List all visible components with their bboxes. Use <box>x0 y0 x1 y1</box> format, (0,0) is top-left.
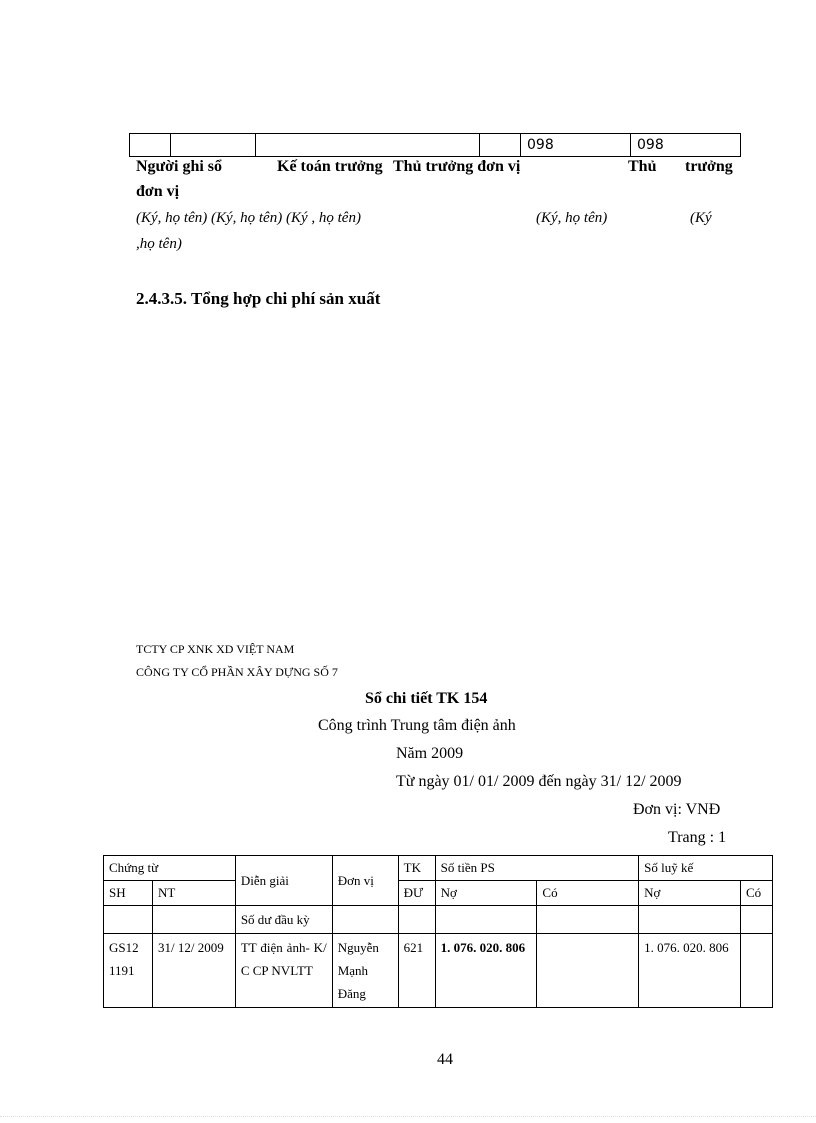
cell-nt: 31/ 12/ 2009 <box>152 934 235 1008</box>
report-year: Năm 2009 <box>396 745 464 762</box>
company-line-1: TCTY CP XNK XD VIỆT NAM <box>136 642 295 656</box>
page-number: 44 <box>437 1051 453 1068</box>
cell-don-vi: Nguyễn Mạnh Đăng <box>332 934 398 1008</box>
signature-ky-ho-ten: (Ký, họ tên) <box>536 210 608 226</box>
header-no: Nợ <box>435 881 537 906</box>
table-cell: 098 <box>631 134 741 157</box>
table-cell <box>537 906 639 934</box>
cell-tk: 621 <box>398 934 435 1008</box>
top-table <box>129 133 741 157</box>
report-period: Từ ngày 01/ 01/ 2009 đến ngày 31/ 12/ 2009 <box>396 773 682 790</box>
signature-truong: trưởng <box>685 158 733 175</box>
header-don-vi: Đơn vị <box>332 856 398 906</box>
table-cell: 098 <box>521 134 631 157</box>
table-cell <box>435 906 537 934</box>
table-cell <box>171 134 256 157</box>
table-row <box>104 906 773 934</box>
table-cell <box>398 906 435 934</box>
table-cell <box>152 906 235 934</box>
report-page: Trang : 1 <box>668 829 727 846</box>
report-project: Công trình Trung tâm điện ảnh <box>318 717 516 734</box>
header-dien-giai: Diễn giải <box>235 856 332 906</box>
table-cell <box>480 134 521 157</box>
cell-luy-ke-co <box>740 934 772 1008</box>
header-so-luy-ke: Số luỹ kế <box>639 856 773 881</box>
report-title: Sổ chi tiết TK 154 <box>365 690 488 707</box>
header-tk: TK <box>398 856 435 881</box>
ledger-table <box>103 855 773 1008</box>
signature-thu-truong: Thủ trưởng đơn vị <box>393 158 521 175</box>
header-co: Có <box>537 881 639 906</box>
signature-ho-ten: ,họ tên) <box>136 236 182 252</box>
cell-sh: GS12 1191 <box>104 934 153 1008</box>
header-co-luy-ke: Có <box>740 881 772 906</box>
report-unit: Đơn vị: VNĐ <box>633 801 721 818</box>
header-du: ĐƯ <box>398 881 435 906</box>
table-cell <box>104 906 153 934</box>
table-cell <box>256 134 480 157</box>
table-row <box>104 934 773 1008</box>
section-heading: 2.4.3.5. Tổng hợp chi phí sản xuất <box>136 289 381 308</box>
table-cell <box>740 906 772 934</box>
signature-nguoi-ghi-so: Người ghi sổ <box>136 158 223 175</box>
company-line-2: CÔNG TY CỔ PHẦN XÂY DỰNG SỐ 7 <box>136 665 338 679</box>
signature-thu: Thủ <box>628 158 657 175</box>
signature-don-vi: đơn vị <box>136 183 180 200</box>
cell-luy-ke-no: 1. 076. 020. 806 <box>639 934 741 1008</box>
cell-no: 1. 076. 020. 806 <box>435 934 537 1008</box>
opening-balance-label: Số dư đầu kỳ <box>235 906 332 934</box>
page-bottom-divider <box>0 1116 816 1117</box>
cell-co <box>537 934 639 1008</box>
cell-dien-giai: TT điện ảnh- K/ C CP NVLTT <box>235 934 332 1008</box>
header-so-tien-ps: Số tiền PS <box>435 856 639 881</box>
header-nt: NT <box>152 881 235 906</box>
header-chung-tu: Chứng từ <box>104 856 236 881</box>
table-cell <box>332 906 398 934</box>
table-cell <box>130 134 171 157</box>
table-cell <box>639 906 741 934</box>
table-header-row <box>104 856 773 881</box>
signature-ky: (Ký <box>690 210 712 226</box>
signature-ky-ho-ten-group: (Ký, họ tên) (Ký, họ tên) (Ký , họ tên) <box>136 210 361 226</box>
header-sh: SH <box>104 881 153 906</box>
header-no-luy-ke: Nợ <box>639 881 741 906</box>
signature-ke-toan-truong: Kế toán trưởng <box>277 158 383 175</box>
table-row <box>130 134 741 157</box>
table-header-row <box>104 881 773 906</box>
